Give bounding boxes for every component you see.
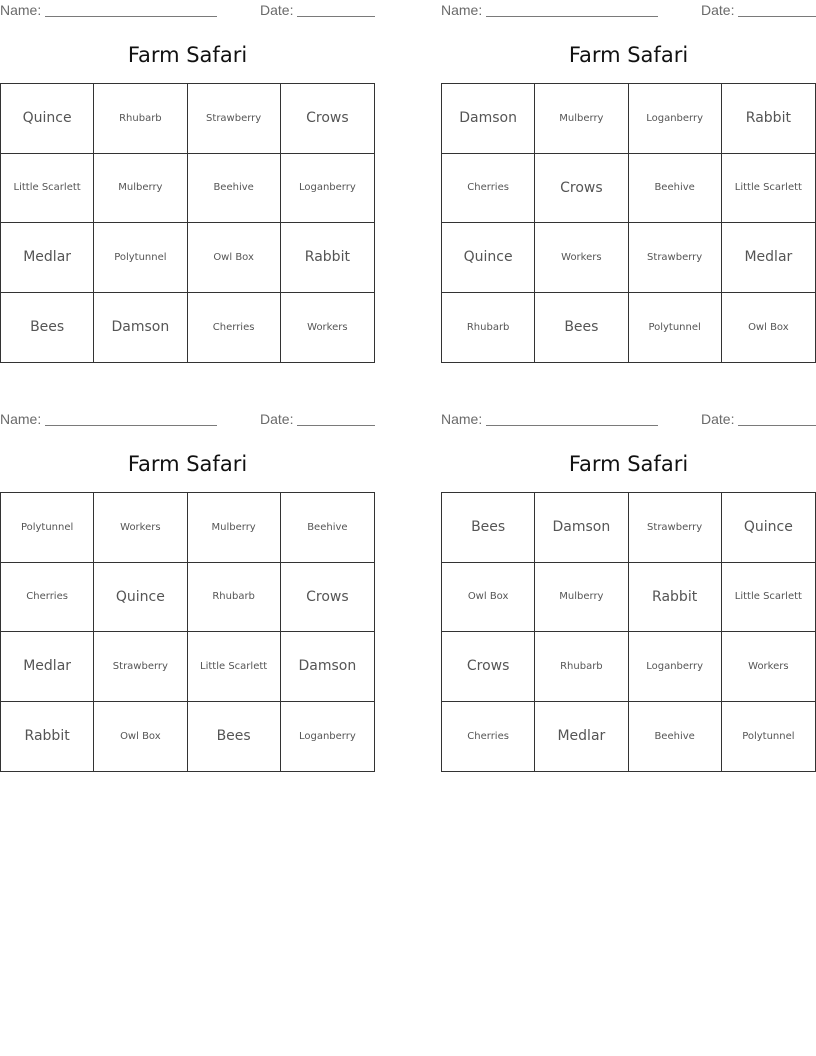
date-label: Date: xyxy=(701,2,735,18)
bingo-cell: Workers xyxy=(94,493,187,563)
name-label: Name: xyxy=(441,2,483,18)
bingo-cell: Damson xyxy=(281,632,374,702)
name-blank xyxy=(45,16,217,17)
bingo-cell: Rabbit xyxy=(629,563,722,633)
bingo-cell: Crows xyxy=(535,154,628,224)
name-label: Name: xyxy=(441,411,483,427)
bingo-cell: Cherries xyxy=(188,293,281,363)
bingo-cell: Quince xyxy=(94,563,187,633)
bingo-cell: Bees xyxy=(535,293,628,363)
card-title: Farm Safari xyxy=(127,452,248,476)
bingo-cell: Cherries xyxy=(442,154,535,224)
bingo-grid xyxy=(0,492,375,772)
bingo-grid xyxy=(0,83,375,363)
date-blank xyxy=(738,425,816,426)
bingo-cell: Strawberry xyxy=(188,84,281,154)
bingo-cell: Owl Box xyxy=(94,702,187,772)
name-label: Name: xyxy=(0,411,42,427)
bingo-cell: Loganberry xyxy=(629,632,722,702)
card-title: Farm Safari xyxy=(127,43,248,67)
name-blank xyxy=(486,425,658,426)
bingo-cell: Crows xyxy=(281,563,374,633)
bingo-cell: Bees xyxy=(1,293,94,363)
bingo-cell: Rabbit xyxy=(722,84,815,154)
bingo-cell: Rhubarb xyxy=(535,632,628,702)
bingo-cell: Bees xyxy=(188,702,281,772)
bingo-cell: Damson xyxy=(535,493,628,563)
bingo-cell: Beehive xyxy=(188,154,281,224)
name-label: Name: xyxy=(0,2,42,18)
bingo-cell: Quince xyxy=(722,493,815,563)
date-blank xyxy=(297,425,375,426)
name-blank xyxy=(45,425,217,426)
bingo-cell: Damson xyxy=(94,293,187,363)
bingo-cell: Polytunnel xyxy=(94,223,187,293)
bingo-grid xyxy=(441,83,816,363)
bingo-cell: Rhubarb xyxy=(188,563,281,633)
bingo-cell: Beehive xyxy=(629,154,722,224)
date-label: Date: xyxy=(701,411,735,427)
bingo-cell: Medlar xyxy=(1,223,94,293)
bingo-cell: Workers xyxy=(722,632,815,702)
bingo-cell: Cherries xyxy=(442,702,535,772)
bingo-cell: Polytunnel xyxy=(629,293,722,363)
bingo-cell: Loganberry xyxy=(629,84,722,154)
bingo-cell: Strawberry xyxy=(629,493,722,563)
card-header xyxy=(441,409,816,431)
card-header xyxy=(441,0,816,22)
card-title: Farm Safari xyxy=(568,43,689,67)
bingo-cell: Rabbit xyxy=(1,702,94,772)
card-title: Farm Safari xyxy=(568,452,689,476)
bingo-cell: Mulberry xyxy=(535,84,628,154)
bingo-cell: Rhubarb xyxy=(442,293,535,363)
bingo-card xyxy=(0,0,375,364)
bingo-cell: Little Scarlett xyxy=(722,563,815,633)
bingo-cell: Medlar xyxy=(1,632,94,702)
bingo-cell: Loganberry xyxy=(298,730,356,742)
bingo-cell: Crows xyxy=(281,84,374,154)
bingo-grid xyxy=(441,492,816,772)
bingo-cell: Quince xyxy=(1,84,94,154)
date-blank xyxy=(738,16,816,17)
bingo-cell: Strawberry xyxy=(629,223,722,293)
bingo-cell: Little Scarlett xyxy=(1,154,94,224)
bingo-cell: Little Scarlett xyxy=(188,632,281,702)
bingo-cell: Cherries xyxy=(1,563,94,633)
bingo-cell: Quince xyxy=(442,223,535,293)
bingo-cell: Rhubarb xyxy=(94,84,187,154)
bingo-cell: Mulberry xyxy=(535,563,628,633)
bingo-cell: Mulberry xyxy=(94,154,187,224)
bingo-cell: Mulberry xyxy=(188,493,281,563)
bingo-cell: Beehive xyxy=(629,702,722,772)
card-header xyxy=(0,0,375,22)
date-blank xyxy=(297,16,375,17)
bingo-cell: Workers xyxy=(307,321,348,333)
bingo-cell: Workers xyxy=(535,223,628,293)
bingo-cell: Medlar xyxy=(722,223,815,293)
bingo-cell: Owl Box xyxy=(442,563,535,633)
bingo-cell: Little Scarlett xyxy=(722,154,815,224)
bingo-card xyxy=(441,0,816,364)
date-label: Date: xyxy=(260,411,294,427)
bingo-card xyxy=(0,409,375,773)
bingo-cell: Polytunnel xyxy=(742,730,795,742)
bingo-card xyxy=(441,409,816,773)
bingo-cell: Beehive xyxy=(281,493,374,563)
bingo-cell: Crows xyxy=(442,632,535,702)
bingo-cell: Bees xyxy=(442,493,535,563)
bingo-cell: Owl Box xyxy=(188,223,281,293)
bingo-cell: Rabbit xyxy=(281,223,374,293)
date-label: Date: xyxy=(260,2,294,18)
bingo-cell: Medlar xyxy=(535,702,628,772)
name-blank xyxy=(486,16,658,17)
bingo-cell: Polytunnel xyxy=(1,493,94,563)
bingo-cell: Owl Box xyxy=(748,321,789,333)
card-header xyxy=(0,409,375,431)
bingo-cell: Loganberry xyxy=(281,154,374,224)
bingo-cell: Strawberry xyxy=(94,632,187,702)
bingo-cell: Damson xyxy=(442,84,535,154)
